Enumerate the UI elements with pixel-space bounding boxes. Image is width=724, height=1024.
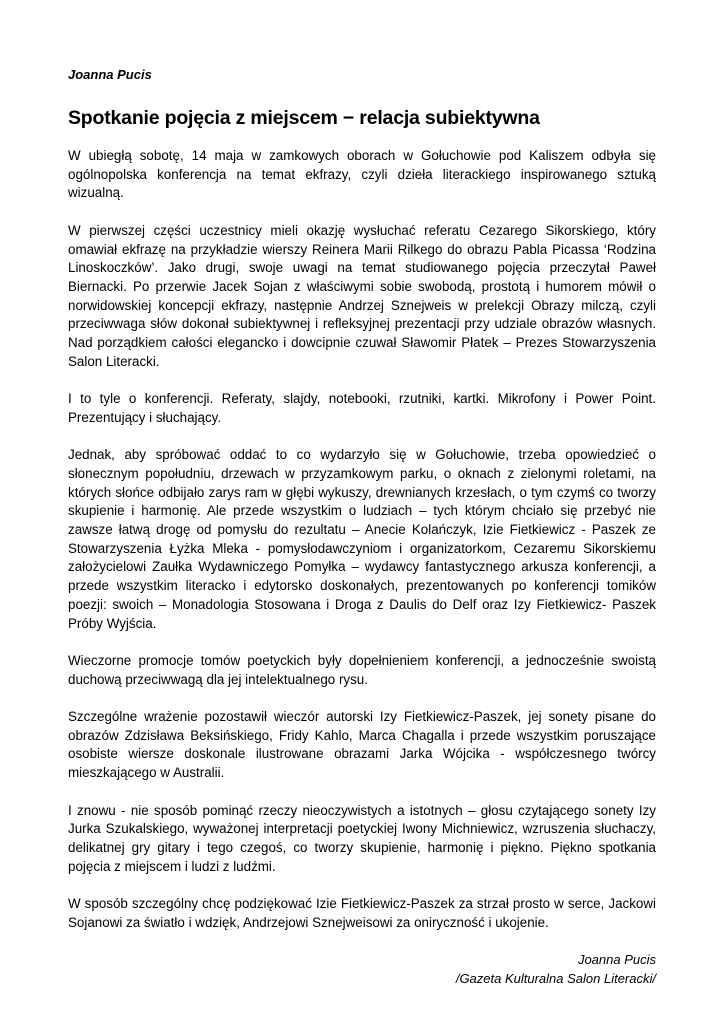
signature-name: Joanna Pucis <box>577 952 656 968</box>
paragraph-summary: I to tyle o konferencji. Referaty, slajdy, notebooki, rzutniki, kartki. Mikrofony i Power Point. Prezentujący i słuchający. <box>68 391 656 425</box>
paragraph-thanks: W sposób szczególny chcę podziękować Izie Fietkiewicz-Paszek za strzał prosto w serce, Jackowi Sojanowi za światło i wdzięk, Andrzejowi Sznejweisowi za oniryczność i ukojenie. <box>68 896 656 930</box>
article-title: Spotkanie pojęcia z miejscem − relacja subiektywna <box>68 107 540 129</box>
author-name: Joanna Pucis <box>68 67 152 82</box>
paragraph-nonobvious: I znowu - nie sposób pominąć rzeczy nieoczywistych a istotnych – głosu czytającego sonety Izy Jurka Szukalskiego, wyważonej interpretacji poetyckiej Iwony Michniewicz, wzruszenia słuchaczy, delikatnej gry gitary i tego czegoś, co tworzy skupienie, harmonię i piękno. Piękno spotkania pojęcia z miejscem i ludzi z ludźmi. <box>68 802 656 874</box>
paragraph-evening-promotions: Wieczorne promocje tomów poetyckich były dopełnieniem konferencji, a jednocześnie swoistą duchową przeciwwagą dla jej intelektualnego rysu. <box>68 652 656 687</box>
paragraph-author-evening: Szczególne wrażenie pozostawił wieczór autorski Izy Fietkiewicz-Paszek, jej sonety pisane do obrazów Zdzisława Beksińskiego, Fridy Kahlo, Marca Chagalla i przede wszystkim poruszające osobiste wiersze doskonale ilustrowane obrazami Jarka Wójcika - współczesnego twórcy mieszkającego w Australii. <box>68 709 656 781</box>
paragraph-golochow: Jednak, aby spróbować oddać to co wydarzyło się w Gołuchowie, trzeba opowiedzieć o słonecznym popołudniu, drzewach w przyzamkowym parku, o oknach z zielonymi roletami, na których słońce odbijało zarys ram w głębi wykuszy, drewnianych krzesłach, o tym czymś co tworzy skupienie i harmonię. Ale przede wszystkim o ludziach – tych którym chciało się przebyć nie zawsze łatwą drogę od pomysłu do rezultatu – Anecie Kolańczyk, Izie Fietkiewicz - Paszek ze Stowarzyszenia Łyżka Mleka - pomysłodawczyniom i organizatorkom, Cezaremu Sikorskiemu założycielowi Zaułka Wydawniczego Pomyłka – wydawcy fantastycznego arkusza konferencji, a przede wszystkim literacko i edytorsko doskonałych, prezentowanych po konferencji tomików poezji: swoich – Monadologia Stosowana i Droga z Daulis do Delf oraz Izy Fietkiewicz- Paszek Próby Wyjścia. <box>68 447 656 631</box>
paragraph-first-part: W pierwszej części uczestnicy mieli okazję wysłuchać referatu Cezarego Sikorskiego, który omawiał ekfrazę na przykładzie wierszy Reinera Marii Rilkego do obrazu Pabla Picassa ‘Rodzina Linoskoczków’. Jako drugi, swoje uwagi na temat studiowanego pojęcia przeczytał Paweł Biernacki. Po przerwie Jacek Sojan z właściwymi sobie swobodą, prostotą i humorem mówił o norwidowskiej koncepcji ekfrazy, następnie Andrzej Sznejweis w prelekcji Obrazy milczą, czyli przeciwwaga słów dokonał subiektywnej i refleksyjnej prezentacji przy udziale obrazów własnych. Nad porządkiem całości elegancko i dowcipnie czuwał Sławomir Płatek – Prezes Stowarzyszenia Salon Literacki. <box>68 222 656 369</box>
signature-block <box>68 951 656 988</box>
document-page <box>68 66 656 989</box>
paragraph-intro: W ubiegłą sobotę, 14 maja w zamkowych oborach w Gołuchowie pod Kaliszem odbyła się ogólnopolska konferencja na temat ekfrazy, czyli dzieła literackiego inspirowanego sztuką wizualną. <box>68 148 656 201</box>
signature-source: /Gazeta Kulturalna Salon Literacki/ <box>455 970 656 986</box>
